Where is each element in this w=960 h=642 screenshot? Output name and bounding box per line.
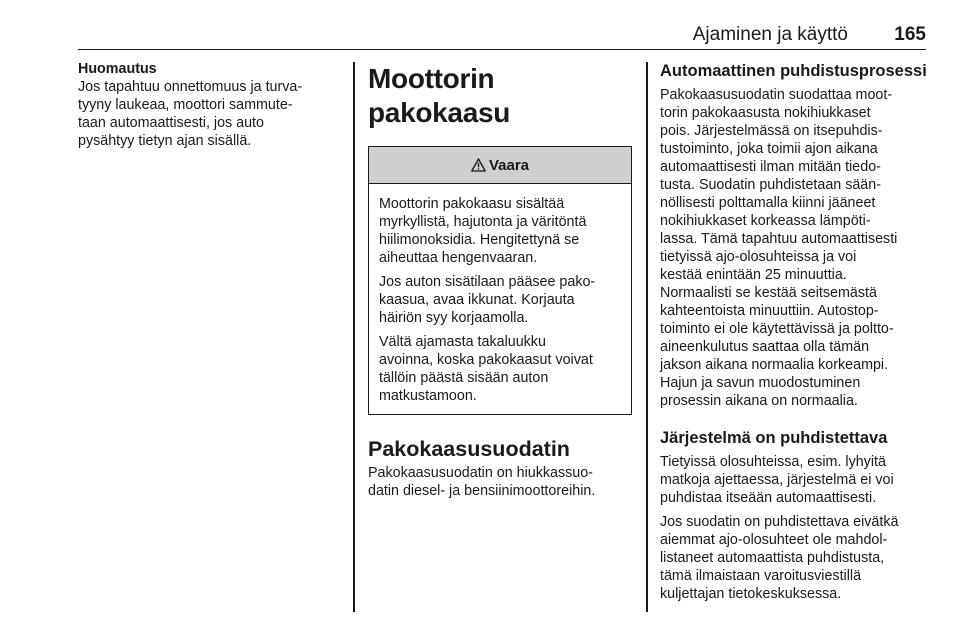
subsection-heading: Pakokaasusuodatin xyxy=(368,437,570,461)
column-divider xyxy=(646,62,648,612)
warning-box xyxy=(368,146,632,415)
subsection-heading: Järjestelmä on puhdistettava xyxy=(660,429,888,447)
column-middle xyxy=(368,60,633,500)
warning-label: Vaara xyxy=(488,156,530,174)
warning-header xyxy=(369,147,631,184)
column-right xyxy=(660,60,930,603)
column-left xyxy=(78,60,346,150)
warning-paragraph: Moottorin pakokaasu sisältää myrkyllistä, hajutonta ja väritöntä hiilimonoksidia. Hengitettynä se aiheuttaa hengenvaaran. xyxy=(379,196,587,266)
warning-triangle-icon xyxy=(471,158,486,172)
warning-paragraph: Jos auton sisätilaan pääsee pako- kaasua, avaa ikkunat. Korjauta häiriön syy korjaamolla. xyxy=(379,274,596,326)
note-text: Jos tapahtuu onnettomuus ja turva- tyyny laukeaa, moottori sammute- taan automaattisesti, jos auto pysähtyy tietyn ajan sisällä. xyxy=(78,79,303,149)
warning-body xyxy=(369,184,631,414)
paragraph: Pakokaasusuodatin suodattaa moot- torin pakokaasusta nokihiukkaset pois. Järjestelmässä on itsepuhdis- tustoiminto, joka toimii ajon aikana automaattisesti ilman mitään tiedo- tusta. Suodatin puhdistetaan sään- nöllisesti polttamalla kiinni jääneet nokihiukkaset korkeassa lämpöti- lassa. Tämä tapahtuu automaattisesti tietyissä ajo-olosuhteissa ja voi kestää enintään 25 minuuttia. Normaalisti se kestää seitsemästä kahteentoista minuuttiin. Autostop- toiminto ei ole käytettävissä ja poltto- aineenkulutus saattaa olla tämän jakson aikana normaalia korkeampi. Hajun ja savun muodostuminen prosessin aikana on normaalia. xyxy=(660,87,898,409)
warning-paragraph: Vältä ajamasta takaluukku avoinna, koska pakokaasut voivat tällöin päästä sisään auton matkustamoon. xyxy=(379,334,593,404)
header-title: Ajaminen ja käyttö xyxy=(692,24,848,45)
subsection-text: Pakokaasusuodatin on hiukkassuo- datin diesel- ja bensiinimoottoreihin. xyxy=(368,465,596,499)
column-divider xyxy=(353,62,355,612)
section-heading: Moottorin pakokaasu xyxy=(368,63,511,128)
page-number: 165 xyxy=(894,24,926,45)
page-header xyxy=(78,0,926,50)
subsection-heading: Automaattinen puhdistusprosessi xyxy=(660,62,927,80)
paragraph: Jos suodatin on puhdistettava eivätkä aiemmat ajo-olosuhteet ole mahdol- listaneet automaattista puhdistusta, tämä ilmaistaan varoitusviestillä kuljettajan tietokeskuksessa. xyxy=(660,514,899,602)
paragraph: Tietyissä olosuhteissa, esim. lyhyitä matkoja ajettaessa, järjestelmä ei voi puhdistaa itseään automaattisesti. xyxy=(660,454,894,506)
note-title: Huomautus xyxy=(78,61,157,77)
